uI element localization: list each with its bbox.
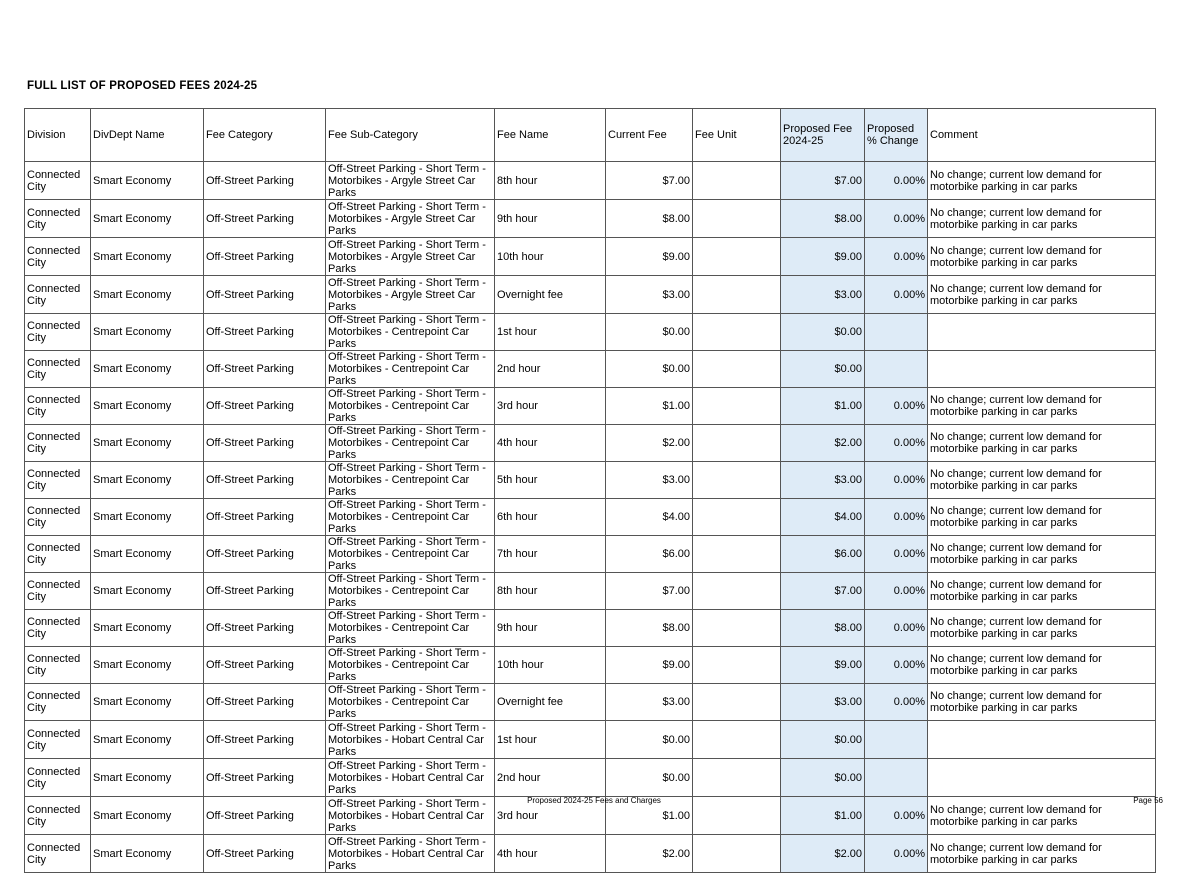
cell-fee-category: Off-Street Parking: [204, 797, 326, 835]
cell-fee-name: 4th hour: [495, 425, 606, 462]
header-fee-name: Fee Name: [495, 109, 606, 162]
cell-proposed-fee: $3.00: [781, 462, 865, 499]
cell-divdept-name: Smart Economy: [91, 425, 204, 462]
header-fee-category: Fee Category: [204, 109, 326, 162]
cell-fee-sub-category: Off-Street Parking - Short Term - Motorbikes - Argyle Street Car Parks: [326, 238, 495, 276]
cell-proposed-fee: $9.00: [781, 238, 865, 276]
cell-current-fee: $2.00: [606, 425, 693, 462]
cell-fee-name: 3rd hour: [495, 797, 606, 835]
cell-fee-sub-category: Off-Street Parking - Short Term - Motorbikes - Hobart Central Car Parks: [326, 721, 495, 759]
cell-fee-sub-category: Off-Street Parking - Short Term - Motorbikes - Hobart Central Car Parks: [326, 759, 495, 797]
cell-comment: No change; current low demand for motorbike parking in car parks: [928, 647, 1156, 684]
cell-fee-sub-category: Off-Street Parking - Short Term - Motorbikes - Centrepoint Car Parks: [326, 499, 495, 536]
cell-current-fee: $9.00: [606, 238, 693, 276]
cell-comment: No change; current low demand for motorbike parking in car parks: [928, 388, 1156, 425]
cell-proposed-fee: $0.00: [781, 721, 865, 759]
cell-fee-sub-category: Off-Street Parking - Short Term - Motorbikes - Centrepoint Car Parks: [326, 351, 495, 388]
cell-divdept-name: Smart Economy: [91, 462, 204, 499]
cell-division: Connected City: [25, 351, 91, 388]
fees-table: [24, 108, 1156, 873]
cell-division: Connected City: [25, 276, 91, 314]
cell-fee-name: 6th hour: [495, 499, 606, 536]
cell-fee-sub-category: Off-Street Parking - Short Term - Motorbikes - Argyle Street Car Parks: [326, 276, 495, 314]
cell-fee-name: 8th hour: [495, 573, 606, 610]
cell-proposed-fee: $7.00: [781, 573, 865, 610]
cell-current-fee: $8.00: [606, 610, 693, 647]
table-row: [25, 536, 1156, 573]
cell-fee-unit: [693, 647, 781, 684]
table-body: [25, 162, 1156, 873]
cell-proposed-change: 0.00%: [865, 238, 928, 276]
cell-proposed-fee: $1.00: [781, 388, 865, 425]
cell-proposed-change: 0.00%: [865, 499, 928, 536]
page-title: FULL LIST OF PROPOSED FEES 2024-25: [27, 80, 258, 92]
cell-divdept-name: Smart Economy: [91, 759, 204, 797]
cell-current-fee: $0.00: [606, 314, 693, 351]
cell-divdept-name: Smart Economy: [91, 276, 204, 314]
cell-current-fee: $4.00: [606, 499, 693, 536]
cell-fee-unit: [693, 462, 781, 499]
cell-division: Connected City: [25, 797, 91, 835]
cell-proposed-change: 0.00%: [865, 162, 928, 200]
cell-comment: [928, 314, 1156, 351]
cell-divdept-name: Smart Economy: [91, 238, 204, 276]
cell-fee-sub-category: Off-Street Parking - Short Term - Motorbikes - Argyle Street Car Parks: [326, 162, 495, 200]
cell-comment: [928, 721, 1156, 759]
cell-divdept-name: Smart Economy: [91, 684, 204, 721]
cell-fee-unit: [693, 835, 781, 873]
cell-fee-category: Off-Street Parking: [204, 238, 326, 276]
cell-divdept-name: Smart Economy: [91, 314, 204, 351]
cell-proposed-change: 0.00%: [865, 536, 928, 573]
cell-comment: No change; current low demand for motorbike parking in car parks: [928, 610, 1156, 647]
cell-comment: No change; current low demand for motorbike parking in car parks: [928, 200, 1156, 238]
cell-fee-sub-category: Off-Street Parking - Short Term - Motorbikes - Centrepoint Car Parks: [326, 425, 495, 462]
cell-fee-category: Off-Street Parking: [204, 462, 326, 499]
cell-division: Connected City: [25, 200, 91, 238]
cell-proposed-change: 0.00%: [865, 425, 928, 462]
cell-fee-unit: [693, 388, 781, 425]
cell-current-fee: $2.00: [606, 835, 693, 873]
cell-proposed-fee: $3.00: [781, 684, 865, 721]
cell-divdept-name: Smart Economy: [91, 536, 204, 573]
cell-proposed-change: 0.00%: [865, 573, 928, 610]
cell-fee-sub-category: Off-Street Parking - Short Term - Motorbikes - Hobart Central Car Parks: [326, 797, 495, 835]
cell-fee-unit: [693, 684, 781, 721]
table-row: [25, 314, 1156, 351]
cell-fee-category: Off-Street Parking: [204, 200, 326, 238]
cell-proposed-change: 0.00%: [865, 388, 928, 425]
cell-fee-category: Off-Street Parking: [204, 536, 326, 573]
cell-division: Connected City: [25, 314, 91, 351]
cell-fee-unit: [693, 351, 781, 388]
table-row: [25, 162, 1156, 200]
cell-proposed-change: 0.00%: [865, 797, 928, 835]
cell-proposed-fee: $2.00: [781, 425, 865, 462]
cell-comment: No change; current low demand for motorbike parking in car parks: [928, 684, 1156, 721]
cell-comment: No change; current low demand for motorbike parking in car parks: [928, 425, 1156, 462]
cell-fee-category: Off-Street Parking: [204, 647, 326, 684]
cell-proposed-fee: $4.00: [781, 499, 865, 536]
cell-division: Connected City: [25, 162, 91, 200]
cell-current-fee: $3.00: [606, 462, 693, 499]
cell-fee-category: Off-Street Parking: [204, 276, 326, 314]
cell-fee-unit: [693, 200, 781, 238]
cell-comment: [928, 759, 1156, 797]
cell-fee-sub-category: Off-Street Parking - Short Term - Motorbikes - Argyle Street Car Parks: [326, 200, 495, 238]
cell-fee-sub-category: Off-Street Parking - Short Term - Motorbikes - Centrepoint Car Parks: [326, 684, 495, 721]
cell-fee-sub-category: Off-Street Parking - Short Term - Motorbikes - Centrepoint Car Parks: [326, 610, 495, 647]
table-row: [25, 351, 1156, 388]
cell-divdept-name: Smart Economy: [91, 610, 204, 647]
cell-proposed-change: 0.00%: [865, 462, 928, 499]
cell-proposed-change: [865, 721, 928, 759]
cell-fee-name: 5th hour: [495, 462, 606, 499]
cell-fee-sub-category: Off-Street Parking - Short Term - Motorbikes - Hobart Central Car Parks: [326, 835, 495, 873]
cell-fee-unit: [693, 314, 781, 351]
cell-divdept-name: Smart Economy: [91, 835, 204, 873]
cell-division: Connected City: [25, 462, 91, 499]
cell-division: Connected City: [25, 238, 91, 276]
cell-fee-category: Off-Street Parking: [204, 759, 326, 797]
table-row: [25, 835, 1156, 873]
cell-fee-sub-category: Off-Street Parking - Short Term - Motorbikes - Centrepoint Car Parks: [326, 462, 495, 499]
cell-comment: No change; current low demand for motorbike parking in car parks: [928, 238, 1156, 276]
header-proposed-change: Proposed % Change: [865, 109, 928, 162]
cell-fee-unit: [693, 610, 781, 647]
cell-proposed-change: 0.00%: [865, 200, 928, 238]
cell-division: Connected City: [25, 647, 91, 684]
header-comment: Comment: [928, 109, 1156, 162]
cell-current-fee: $3.00: [606, 276, 693, 314]
header-current-fee: Current Fee: [606, 109, 693, 162]
table-row: [25, 276, 1156, 314]
cell-fee-unit: [693, 573, 781, 610]
table-row: [25, 238, 1156, 276]
cell-proposed-fee: $0.00: [781, 759, 865, 797]
cell-proposed-change: 0.00%: [865, 835, 928, 873]
cell-divdept-name: Smart Economy: [91, 647, 204, 684]
cell-fee-unit: [693, 425, 781, 462]
cell-fee-unit: [693, 721, 781, 759]
cell-division: Connected City: [25, 610, 91, 647]
cell-divdept-name: Smart Economy: [91, 573, 204, 610]
cell-proposed-fee: $2.00: [781, 835, 865, 873]
cell-fee-category: Off-Street Parking: [204, 162, 326, 200]
cell-fee-name: 2nd hour: [495, 351, 606, 388]
cell-fee-category: Off-Street Parking: [204, 684, 326, 721]
cell-fee-unit: [693, 759, 781, 797]
cell-fee-name: 1st hour: [495, 721, 606, 759]
cell-division: Connected City: [25, 684, 91, 721]
cell-proposed-fee: $7.00: [781, 162, 865, 200]
cell-fee-category: Off-Street Parking: [204, 499, 326, 536]
cell-fee-name: 10th hour: [495, 647, 606, 684]
cell-fee-name: 8th hour: [495, 162, 606, 200]
cell-divdept-name: Smart Economy: [91, 499, 204, 536]
header-division: Division: [25, 109, 91, 162]
cell-division: Connected City: [25, 721, 91, 759]
cell-current-fee: $9.00: [606, 647, 693, 684]
cell-comment: No change; current low demand for motorbike parking in car parks: [928, 276, 1156, 314]
cell-fee-category: Off-Street Parking: [204, 314, 326, 351]
cell-proposed-fee: $0.00: [781, 314, 865, 351]
cell-fee-category: Off-Street Parking: [204, 835, 326, 873]
cell-current-fee: $7.00: [606, 162, 693, 200]
table-row: [25, 610, 1156, 647]
cell-proposed-change: 0.00%: [865, 647, 928, 684]
cell-comment: No change; current low demand for motorbike parking in car parks: [928, 536, 1156, 573]
cell-comment: No change; current low demand for motorbike parking in car parks: [928, 162, 1156, 200]
cell-fee-name: 1st hour: [495, 314, 606, 351]
cell-fee-category: Off-Street Parking: [204, 573, 326, 610]
table-row: [25, 721, 1156, 759]
cell-comment: No change; current low demand for motorbike parking in car parks: [928, 797, 1156, 835]
cell-divdept-name: Smart Economy: [91, 721, 204, 759]
header-divdept-name: DivDept Name: [91, 109, 204, 162]
cell-division: Connected City: [25, 499, 91, 536]
cell-proposed-change: [865, 351, 928, 388]
table-row: [25, 499, 1156, 536]
cell-current-fee: $0.00: [606, 721, 693, 759]
cell-proposed-fee: $8.00: [781, 200, 865, 238]
cell-current-fee: $0.00: [606, 759, 693, 797]
cell-fee-sub-category: Off-Street Parking - Short Term - Motorbikes - Centrepoint Car Parks: [326, 573, 495, 610]
cell-proposed-fee: $8.00: [781, 610, 865, 647]
cell-proposed-change: 0.00%: [865, 610, 928, 647]
cell-comment: No change; current low demand for motorbike parking in car parks: [928, 573, 1156, 610]
cell-fee-unit: [693, 276, 781, 314]
cell-fee-unit: [693, 238, 781, 276]
table-row: [25, 425, 1156, 462]
cell-fee-name: 2nd hour: [495, 759, 606, 797]
cell-fee-sub-category: Off-Street Parking - Short Term - Motorbikes - Centrepoint Car Parks: [326, 536, 495, 573]
cell-fee-unit: [693, 499, 781, 536]
cell-fee-category: Off-Street Parking: [204, 610, 326, 647]
cell-proposed-fee: $0.00: [781, 351, 865, 388]
page-number: Page 56: [1133, 796, 1163, 805]
cell-fee-category: Off-Street Parking: [204, 351, 326, 388]
footer-center: Proposed 2024-25 Fees and Charges: [527, 796, 661, 805]
cell-fee-name: 7th hour: [495, 536, 606, 573]
cell-current-fee: $7.00: [606, 573, 693, 610]
cell-proposed-change: [865, 314, 928, 351]
cell-division: Connected City: [25, 573, 91, 610]
table-row: [25, 647, 1156, 684]
cell-proposed-fee: $6.00: [781, 536, 865, 573]
cell-fee-category: Off-Street Parking: [204, 721, 326, 759]
cell-fee-name: Overnight fee: [495, 684, 606, 721]
cell-current-fee: $1.00: [606, 388, 693, 425]
cell-current-fee: $1.00: [606, 797, 693, 835]
cell-comment: No change; current low demand for motorbike parking in car parks: [928, 462, 1156, 499]
header-fee-unit: Fee Unit: [693, 109, 781, 162]
cell-fee-name: 10th hour: [495, 238, 606, 276]
cell-comment: [928, 351, 1156, 388]
cell-proposed-change: [865, 759, 928, 797]
cell-fee-category: Off-Street Parking: [204, 388, 326, 425]
cell-division: Connected City: [25, 425, 91, 462]
cell-fee-unit: [693, 536, 781, 573]
table-header-row: [25, 109, 1156, 162]
cell-fee-sub-category: Off-Street Parking - Short Term - Motorbikes - Centrepoint Car Parks: [326, 647, 495, 684]
cell-division: Connected City: [25, 759, 91, 797]
table-row: [25, 759, 1156, 797]
cell-fee-sub-category: Off-Street Parking - Short Term - Motorbikes - Centrepoint Car Parks: [326, 388, 495, 425]
cell-proposed-change: 0.00%: [865, 276, 928, 314]
cell-fee-name: 3rd hour: [495, 388, 606, 425]
cell-current-fee: $6.00: [606, 536, 693, 573]
cell-division: Connected City: [25, 835, 91, 873]
cell-proposed-change: 0.00%: [865, 684, 928, 721]
cell-current-fee: $0.00: [606, 351, 693, 388]
cell-fee-unit: [693, 162, 781, 200]
cell-comment: No change; current low demand for motorbike parking in car parks: [928, 499, 1156, 536]
header-proposed-fee: Proposed Fee 2024-25: [781, 109, 865, 162]
cell-divdept-name: Smart Economy: [91, 162, 204, 200]
table-row: [25, 573, 1156, 610]
cell-division: Connected City: [25, 388, 91, 425]
cell-divdept-name: Smart Economy: [91, 200, 204, 238]
cell-division: Connected City: [25, 536, 91, 573]
cell-divdept-name: Smart Economy: [91, 797, 204, 835]
cell-divdept-name: Smart Economy: [91, 388, 204, 425]
cell-proposed-fee: $1.00: [781, 797, 865, 835]
table-row: [25, 388, 1156, 425]
cell-fee-name: Overnight fee: [495, 276, 606, 314]
table-row: [25, 200, 1156, 238]
cell-fee-sub-category: Off-Street Parking - Short Term - Motorbikes - Centrepoint Car Parks: [326, 314, 495, 351]
table-row: [25, 462, 1156, 499]
cell-comment: No change; current low demand for motorbike parking in car parks: [928, 835, 1156, 873]
table-row: [25, 684, 1156, 721]
cell-fee-name: 9th hour: [495, 610, 606, 647]
cell-current-fee: $3.00: [606, 684, 693, 721]
header-fee-sub-category: Fee Sub-Category: [326, 109, 495, 162]
cell-current-fee: $8.00: [606, 200, 693, 238]
cell-divdept-name: Smart Economy: [91, 351, 204, 388]
cell-fee-name: 9th hour: [495, 200, 606, 238]
cell-proposed-fee: $3.00: [781, 276, 865, 314]
cell-fee-category: Off-Street Parking: [204, 425, 326, 462]
cell-proposed-fee: $9.00: [781, 647, 865, 684]
cell-fee-name: 4th hour: [495, 835, 606, 873]
